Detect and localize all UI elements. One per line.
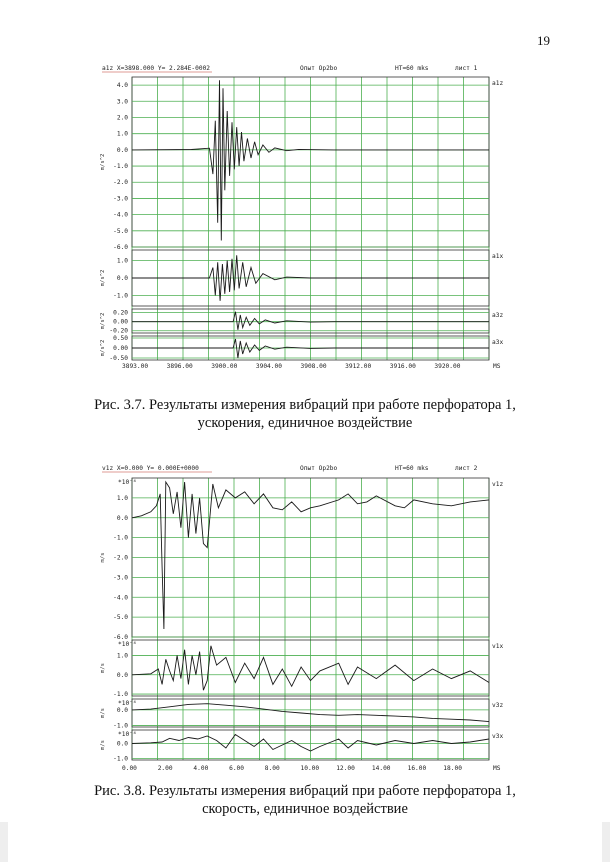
x-tick-label: 3904.00 [255,363,282,370]
y-unit-label: m/s [100,708,106,718]
x-axis-unit: MS [493,765,501,772]
x-tick-label: 3912.00 [345,363,372,370]
channel-name: a1x [492,253,504,260]
y-tick-label: 0.00 [113,318,128,326]
step-label: HT=60 mks [395,465,429,472]
sheet-label: лист 1 [455,65,478,72]
cursor-readout: v1z X=0.000 Y= 0.000E+0000 [102,465,199,472]
y-tick-label: 0.00 [113,345,128,352]
y-unit-label: m/s^2 [100,269,106,287]
y-tick-label: -5.0 [113,614,128,622]
x-tick-label: 4.00 [193,765,209,772]
cursor-readout: a1z X=3898.000 Y= 2.284E-0002 [102,65,211,72]
channel-name: v3x [492,733,504,740]
y-tick-label: -1.0 [113,163,128,171]
y-tick-label: 2.0 [116,114,128,122]
y-tick-label: 1.0 [116,652,128,660]
y-tick-label: -1.0 [113,534,128,542]
caption-line-1: Рис. 3.8. Результаты измерения вибраций при работе перфоратора 1, [94,783,516,799]
y-tick-label: -2.0 [113,179,128,187]
y-tick-label: -5.0 [113,227,128,235]
y-tick-label: -3.0 [113,195,128,203]
x-tick-label: 3908.00 [300,363,327,370]
y-tick-label: -6.0 [113,244,128,251]
y-tick-label: 0.20 [113,309,128,317]
y-tick-label: 0.0 [116,740,128,748]
channel-name: a3z [492,312,504,319]
y-tick-label: -3.0 [113,574,128,582]
y-tick-label: -1.0 [113,691,128,699]
x-tick-label: 3893.00 [122,363,149,370]
x-tick-label: 3900.00 [211,363,238,370]
caption-line-2: ускорения, единичное воздействие [197,415,413,431]
x-tick-label: 8.00 [264,765,280,772]
y-unit-label: m/s^2 [100,153,106,171]
caption-line-2: скорость, единичное воздействие [202,801,408,817]
channel-name: v1x [492,643,504,650]
y-multiplier: *10⁻⁴ [118,700,137,707]
y-tick-label: -0.20 [109,327,128,335]
y-unit-label: m/s^2 [100,339,106,357]
y-tick-label: 1.0 [116,130,128,138]
sheet-label: лист 2 [455,465,478,472]
channel-name: v1z [492,481,504,488]
page-edge-right [602,822,610,862]
x-tick-label: 18.00 [443,765,462,772]
x-tick-label: 14.00 [371,765,391,772]
y-tick-label: 0.0 [116,706,128,714]
y-tick-label: 0.0 [116,146,128,154]
figure-3-8-caption [60,782,550,818]
y-unit-label: m/s [100,663,106,673]
x-tick-label: 0.00 [122,765,137,772]
x-tick-label: 3896.00 [166,363,193,370]
page-number: 19 [537,33,550,48]
x-tick-label: 6.00 [229,765,245,772]
channel-name: a3x [492,339,504,346]
y-tick-label: -0.50 [109,355,128,362]
x-tick-label: 3920.00 [434,363,461,370]
page-edge-left [0,822,8,862]
experiment-label: Опыт Op2bo [300,65,338,72]
y-unit-label: m/s [100,552,106,563]
x-tick-label: 12.00 [336,765,355,772]
step-label: HT=60 mks [395,65,429,72]
channel-name: v3z [492,702,504,709]
y-tick-label: -6.0 [113,634,128,641]
y-tick-label: -4.0 [113,594,128,602]
x-axis-unit: MS [493,363,501,370]
y-multiplier: *10⁻⁴ [118,731,137,738]
y-tick-label: -4.0 [113,211,128,219]
channel-name: a1z [492,80,504,87]
y-tick-label: 0.50 [113,335,128,342]
x-tick-label: 10.00 [300,765,320,772]
experiment-label: Опыт Op2bo [300,465,338,472]
y-tick-label: 4.0 [116,82,128,90]
x-tick-label: 16.00 [407,765,427,772]
y-tick-label: 0.0 [116,275,128,282]
caption-line-1: Рис. 3.7. Результаты измерения вибраций при работе перфоратора 1, [94,397,516,413]
y-multiplier: *10⁻⁴ [118,641,137,648]
y-unit-label: m/s [100,740,106,750]
y-tick-label: 0.0 [116,514,128,522]
y-tick-label: 1.0 [116,257,128,265]
y-multiplier: *10⁻⁴ [118,479,137,486]
y-tick-label: -1.0 [113,292,128,300]
x-tick-label: 2.00 [157,765,173,772]
y-unit-label: m/s^2 [100,312,106,330]
x-tick-label: 3916.00 [389,363,416,370]
y-tick-label: 0.0 [116,671,128,679]
y-tick-label: 1.0 [116,494,128,502]
y-tick-label: -2.0 [113,554,128,562]
y-tick-label: -1.0 [113,722,128,730]
y-tick-label: 3.0 [116,98,128,106]
y-tick-label: -1.0 [113,755,128,763]
